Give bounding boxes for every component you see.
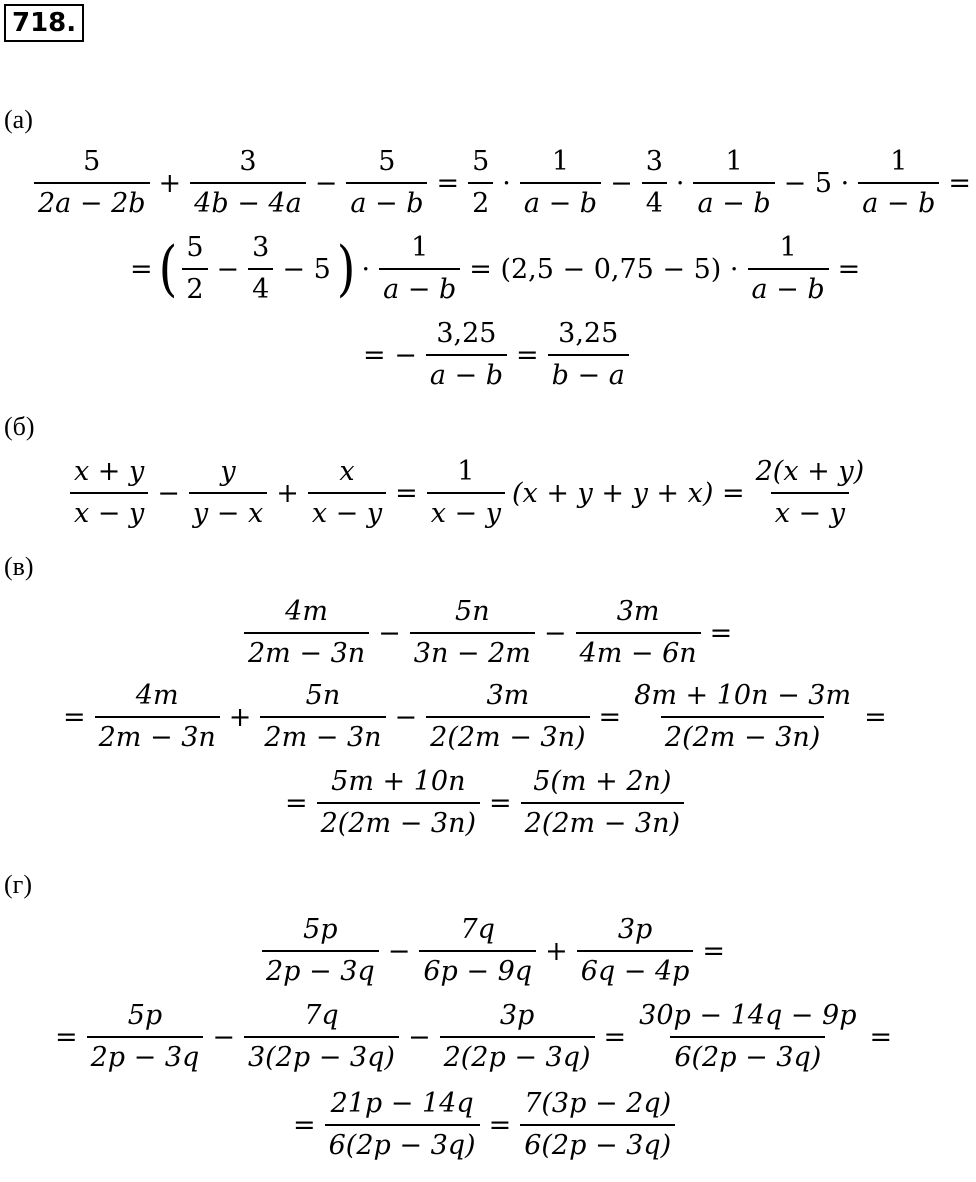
numerator: y [220,456,236,487]
denominator: b − a [548,354,629,396]
fraction [248,228,273,310]
numerator: 30p − 14q − 9p [639,1000,857,1031]
denominator: a − b [346,182,427,224]
fraction [244,592,369,674]
fraction [548,314,629,396]
equals-sign: = [837,253,861,285]
numerator: 7q [304,1000,339,1031]
numerator: x [339,456,355,487]
equals-sign: = [63,701,86,733]
numerator: 1 [779,232,797,263]
part-a-line-2 [125,228,865,310]
denominator: x − y [308,492,386,534]
numerator: 5p [127,1000,163,1031]
fraction [317,762,480,844]
denominator: 2p − 3q [262,950,379,992]
fraction [576,592,701,674]
numerator: 2(x + y) [755,456,865,487]
part-a-line-3 [358,314,633,396]
numerator: 8m + 10n − 3m [634,680,852,711]
numerator: 1 [411,232,429,263]
numerator: 4m [135,680,179,711]
denominator: a − b [520,182,601,224]
denominator: 2m − 3n [260,716,385,758]
numerator: 3,25 [436,318,497,349]
fraction [635,996,860,1078]
operator: − [378,617,401,649]
denominator: a − b [858,182,939,224]
fraction [630,676,855,758]
denominator: 2(2m − 3n) [661,716,824,758]
numerator: x + y [74,456,145,487]
fraction [87,996,204,1078]
fraction [577,910,694,992]
part-a-label: (а) [4,105,33,134]
equals-sign: = [603,1021,627,1053]
operator: − 5 · [783,167,850,199]
denominator: 4b − 4a [190,182,306,224]
equals-sign: = [395,477,418,509]
fraction [190,142,306,224]
right-paren: ) [336,234,356,304]
numerator: 3 [239,146,257,177]
denominator: 2(2m − 3n) [426,716,589,758]
denominator: 2m − 3n [244,632,369,674]
numerator: 7q [460,914,495,945]
operator: − [212,1021,235,1053]
numerator: 5n [305,680,341,711]
fraction [520,142,601,224]
denominator: a − b [748,268,829,310]
numerator: 5 [472,146,490,177]
part-v-line-2 [58,676,892,758]
operator: + [276,477,299,509]
fraction [308,452,386,534]
numerator: 4m [285,596,328,627]
part-v-line-3 [280,762,688,844]
denominator: x − y [70,492,148,534]
part-v-label: (в) [4,552,34,581]
fraction [70,452,148,534]
denominator: 2m − 3n [95,716,220,758]
equals-sign: = [869,1021,893,1053]
equals-sign: = [709,617,733,649]
fraction [346,142,427,224]
operator: − [394,701,418,733]
numerator: 3m [616,596,660,627]
numerator: 3p [617,914,653,945]
numerator: 3 [645,146,663,177]
fraction [748,228,829,310]
fraction [468,142,493,224]
numerator: 3m [486,680,530,711]
numerator: 1 [457,456,475,487]
part-g-line-2 [50,996,897,1078]
denominator: 6(2p − 3q) [520,1124,675,1166]
fraction [426,676,589,758]
denominator: 2(2m − 3n) [521,802,684,844]
fraction [262,910,379,992]
fraction [520,1084,675,1166]
operator: − 5 [282,253,331,285]
equals-sign: = [55,1021,78,1053]
denominator: 2 [468,182,493,224]
denominator: x − y [771,492,849,534]
operator: − [157,477,180,509]
equals-sign: = [488,1109,512,1141]
expression-text: (x + y + y + x) = [512,477,745,509]
operator: = − [363,339,417,371]
numerator: 5m + 10n [331,766,466,797]
numerator: 5(m + 2n) [533,766,672,797]
denominator: 2 [182,268,207,310]
part-b-line-1 [66,452,872,534]
part-a-line-1 [30,142,976,224]
equals-sign: = [948,167,971,199]
dot-operator: · [675,167,685,199]
operator: − [543,617,567,649]
numerator: 5 [83,146,101,177]
part-g-line-3 [288,1084,679,1166]
denominator: a − b [379,268,460,310]
part-v-line-1 [240,592,737,674]
fraction [189,452,267,534]
denominator: 2(2p − 3q) [440,1036,595,1078]
fraction [182,228,207,310]
fraction [427,452,505,534]
problem-number: 718. [4,4,84,42]
fraction [410,592,535,674]
numerator: 3,25 [558,318,619,349]
operator: − [407,1021,431,1053]
denominator: 2(2m − 3n) [317,802,480,844]
denominator: 2a − 2b [34,182,150,224]
denominator: 2p − 3q [87,1036,204,1078]
denominator: a − b [426,354,507,396]
fraction [752,452,869,534]
fraction [95,676,220,758]
operator: + [158,167,182,199]
equals-sign: = [293,1109,316,1141]
fraction [858,142,939,224]
denominator: y − x [189,492,267,534]
fraction [440,996,595,1078]
denominator: 4 [642,182,667,224]
dot-operator: · [502,167,511,199]
fraction [426,314,507,396]
denominator: 4m − 6n [576,632,701,674]
fraction [642,142,667,224]
numerator: 7(3p − 2q) [524,1088,672,1119]
operator: − [314,167,338,199]
numerator: 5n [455,596,490,627]
part-g-label: (г) [4,870,32,899]
fraction [34,142,150,224]
fraction [260,676,385,758]
part-g-line-1 [258,910,730,992]
dot-operator: · [361,253,371,285]
operator: − [387,935,411,967]
fraction [325,1084,480,1166]
denominator: 6q − 4p [577,950,694,992]
equals-sign: = [864,701,887,733]
denominator: 3n − 2m [410,632,535,674]
fraction [693,142,774,224]
operator: + [545,935,568,967]
denominator: 6(2p − 3q) [325,1124,480,1166]
expression-text: = (2,5 − 0,75 − 5) · [469,253,739,285]
denominator: 4 [248,268,273,310]
fraction [244,996,399,1078]
operator: + [228,701,252,733]
operator: − [610,167,633,199]
part-b-label: (б) [4,412,35,441]
numerator: 3p [499,1000,535,1031]
equals-sign: = [516,339,539,371]
numerator: 1 [725,146,743,177]
equals-sign: = [702,935,726,967]
fraction [419,910,536,992]
equals-sign: = [436,167,460,199]
numerator: 5p [303,914,338,945]
numerator: 5 [378,146,396,177]
denominator: x − y [427,492,505,534]
equals-sign: = [130,253,153,285]
denominator: 6(2p − 3q) [670,1036,825,1078]
equals-sign: = [598,701,622,733]
numerator: 1 [551,146,570,177]
left-paren: ( [158,234,178,304]
equals-sign: = [285,787,308,819]
numerator: 5 [186,232,204,263]
numerator: 1 [890,146,908,177]
fraction [521,762,684,844]
denominator: a − b [693,182,774,224]
equals-sign: = [489,787,512,819]
denominator: 3(2p − 3q) [244,1036,399,1078]
denominator: 6p − 9q [419,950,536,992]
numerator: 21p − 14q [330,1088,474,1119]
numerator: 3 [252,232,270,263]
operator: − [216,253,240,285]
fraction [379,228,460,310]
